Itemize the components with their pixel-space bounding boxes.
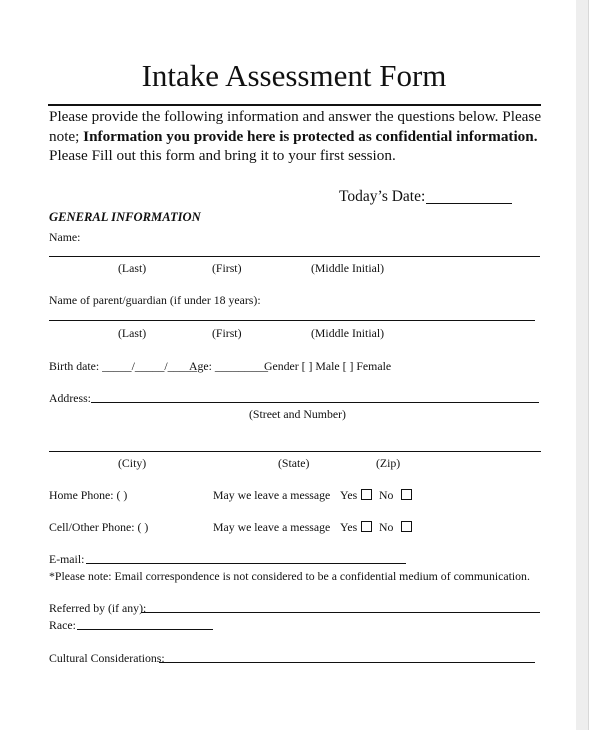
race-field[interactable] [77,629,213,630]
address-city-field[interactable] [49,451,541,452]
email-note: *Please note: Email correspondence is not considered to be a confidential medium of communication. [49,569,530,583]
home-phone-message-label: May we leave a message [213,488,331,502]
cell-phone-yes-label: Yes [340,520,358,534]
name-field[interactable] [49,256,540,257]
guardian-label: Name of parent/guardian (if under 18 years): [49,293,261,307]
cell-phone-message-label: May we leave a message [213,520,331,534]
intro-line-3: Please Fill out this form and bring it to your first session. [49,147,396,164]
home-phone-field[interactable]: Home Phone: ( ) [49,488,128,502]
home-phone-yes-checkbox[interactable] [361,489,372,500]
cultural-considerations-label: Cultural Considerations: [49,651,165,665]
home-phone-no-label: No [379,488,394,502]
cell-phone-no-checkbox[interactable] [401,521,412,532]
name-sub-first: (First) [212,261,242,275]
cell-phone-yes-checkbox[interactable] [361,521,372,532]
gender-field[interactable]: Gender [ ] Male [ ] Female [264,359,392,373]
form-title: Intake Assessment Form [141,58,447,93]
name-sub-last: (Last) [118,261,147,275]
intro-paragraph [49,107,549,166]
address-sub-zip: (Zip) [376,456,401,470]
address-sub-state: (State) [278,456,310,470]
guardian-sub-middle: (Middle Initial) [311,326,385,340]
email-field[interactable] [86,563,406,564]
address-street-field[interactable] [91,402,539,403]
address-sub-city: (City) [118,456,147,470]
address-label: Address: [49,391,91,405]
todays-date-label: Today’s Date: [339,188,426,205]
guardian-sub-first: (First) [212,326,242,340]
intro-note-bold: Information you provide here is protected as confidential information. [83,127,538,145]
cell-phone-no[interactable] [379,520,412,535]
referred-by-field[interactable] [141,612,540,613]
section-heading: GENERAL INFORMATION [49,210,201,224]
cell-phone-field[interactable]: Cell/Other Phone: ( ) [49,520,149,534]
home-phone-yes-label: Yes [340,488,358,502]
home-phone-no-checkbox[interactable] [401,489,412,500]
age-field[interactable]: Age: _________ [189,359,268,373]
race-label: Race: [49,618,76,632]
guardian-field[interactable] [49,320,535,321]
guardian-sub-last: (Last) [118,326,147,340]
page-edge [576,0,588,730]
name-label: Name: [49,230,81,244]
intro-line-1: Please provide the following information and answer the questions below. Please [49,108,542,125]
intro-note-prefix: note; [49,127,84,145]
address-sub-street: (Street and Number) [249,407,346,421]
cultural-considerations-field[interactable] [159,662,535,663]
email-label: E-mail: [49,552,85,566]
name-sub-middle: (Middle Initial) [311,261,385,275]
cell-phone-no-label: No [379,520,394,534]
todays-date-field[interactable] [426,203,512,204]
home-phone-no[interactable] [379,488,412,503]
home-phone-yes[interactable] [340,488,372,503]
title-rule [48,104,541,106]
cell-phone-yes[interactable] [340,520,372,535]
birth-date-field[interactable]: Birth date: _____/_____/_____ [49,359,198,373]
referred-by-label: Referred by (if any): [49,601,147,615]
